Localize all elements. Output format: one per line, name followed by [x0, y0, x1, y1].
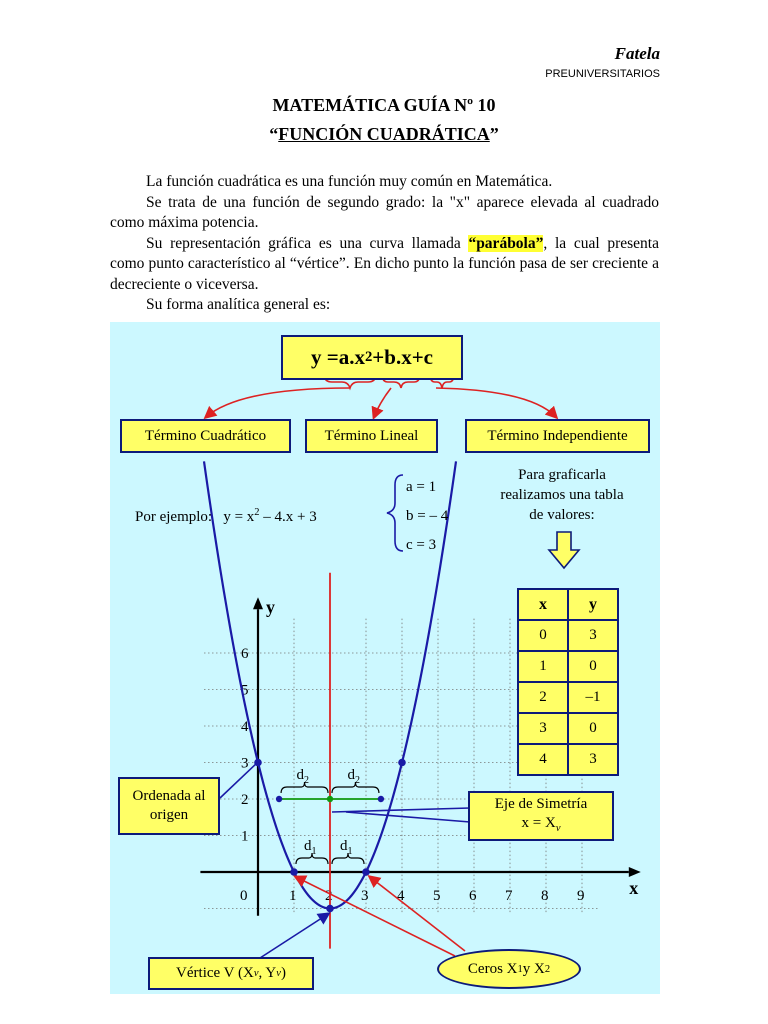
- y-axis-arrow: [253, 597, 263, 609]
- x-tick-label: 0: [240, 888, 248, 904]
- data-point: [326, 905, 334, 913]
- paragraph-3: Su representación gráfica es una curva llamada “parábola”, la cual presenta como punto característico al “vértice”. En dicho punto la función pasa de ser creciente a decreciente o viceversa.: [110, 234, 659, 293]
- d2-label-left: $d_2$: [296, 767, 310, 786]
- pointer-ordenada: [220, 761, 259, 798]
- coef-c: c = 3: [406, 537, 437, 553]
- data-point: [398, 759, 406, 767]
- y-axis-label: y: [266, 597, 275, 618]
- paragraph-2: Se trata de una función de segundo grado: la "x" aparece elevada al cuadrado como máxima potencia.: [110, 193, 659, 231]
- term-linear-box: Término Lineal: [305, 419, 438, 453]
- table-row: 4 3: [518, 744, 618, 775]
- d1-label-right: $d_1$: [340, 838, 353, 857]
- paragraph-1: La función cuadrática es una función muy común en Matemática.: [146, 173, 553, 190]
- data-point: [362, 868, 370, 876]
- term-independent-box: Término Independiente: [465, 419, 650, 453]
- brand: [545, 44, 660, 80]
- arrow-to-linear: [374, 388, 391, 417]
- general-formula: y = a.x 2 + b.x + c: [281, 335, 463, 380]
- down-arrow-icon: [549, 532, 579, 568]
- callout-ceros: Ceros X 1 y X 2: [437, 949, 581, 989]
- x-tick-label: 6: [469, 888, 477, 904]
- pointer-eje: [332, 808, 470, 812]
- d2-label-right: $d_2$: [347, 767, 360, 786]
- pointer-ceros-1: [296, 877, 455, 956]
- table-header-y: y: [568, 589, 618, 620]
- pointer-eje2: [346, 812, 470, 822]
- x-tick-label: 4: [397, 888, 405, 904]
- x-tick-label: 1: [289, 888, 297, 904]
- data-point: [290, 868, 298, 876]
- callout-eje-simetria: Eje de Simetría $x = X_v$: [468, 791, 614, 841]
- coef-brace: [387, 475, 403, 551]
- d2-point-left: [276, 796, 282, 802]
- callout-ordenada: Ordenada al origen: [118, 777, 220, 835]
- pointer-vertice: [260, 914, 328, 958]
- parabola-highlight: “parábola”: [468, 234, 544, 252]
- page-subtitle: “FUNCIÓN CUADRÁTICA”: [269, 124, 499, 144]
- diagram-panel: [110, 322, 660, 994]
- table-row: 1 0: [518, 651, 618, 682]
- coef-b: b = – 4: [406, 508, 449, 524]
- x-axis-arrow: [629, 867, 641, 877]
- x-tick-label: 8: [541, 888, 549, 904]
- y-tick-label: 6: [241, 646, 249, 662]
- d1-label-left: $d_1$: [304, 838, 317, 857]
- intro-text: [110, 172, 659, 316]
- arrow-to-quadratic: [206, 388, 350, 417]
- x-tick-label: 3: [361, 888, 369, 904]
- paragraph-4: Su forma analítica general es:: [146, 296, 331, 313]
- graph-note: Para graficarla realizamos una tabla de valores:: [500, 467, 624, 523]
- values-table: [517, 588, 619, 776]
- y-tick-label: 5: [241, 682, 249, 699]
- x-axis-label: x: [629, 878, 639, 898]
- table-row: 2 –1: [518, 682, 618, 713]
- pointer-ceros-2: [370, 877, 465, 951]
- d2-point-right: [378, 796, 384, 802]
- y-tick-label: 3: [241, 755, 249, 772]
- x-tick-label: 9: [577, 888, 585, 904]
- x-tick-label: 2: [325, 888, 333, 904]
- table-header-x: x: [518, 589, 568, 620]
- brand-name: Fatela: [614, 44, 660, 63]
- table-row: 0 3: [518, 620, 618, 651]
- x-tick-label: 5: [433, 888, 441, 904]
- y-tick-label: 1: [241, 828, 249, 845]
- page-title: MATEMÁTICA GUÍA Nº 10: [272, 95, 496, 115]
- arrow-to-independent: [436, 388, 556, 417]
- table-row: 3 0: [518, 713, 618, 744]
- term-quadratic-box: Término Cuadrático: [120, 419, 291, 453]
- symmetry-point: [327, 796, 333, 802]
- callout-vertice: Vértice V (X v , Y v ): [148, 957, 314, 990]
- example-formula: Por ejemplo: $y = x^2 - 4.x + 3$: [135, 507, 317, 525]
- y-tick-label: 4: [241, 719, 249, 735]
- coef-a: a = 1: [406, 479, 437, 495]
- x-tick-label: 7: [505, 888, 513, 904]
- brand-subtitle: PREUNIVERSITARIOS: [545, 68, 660, 80]
- y-tick-label: 2: [241, 792, 249, 808]
